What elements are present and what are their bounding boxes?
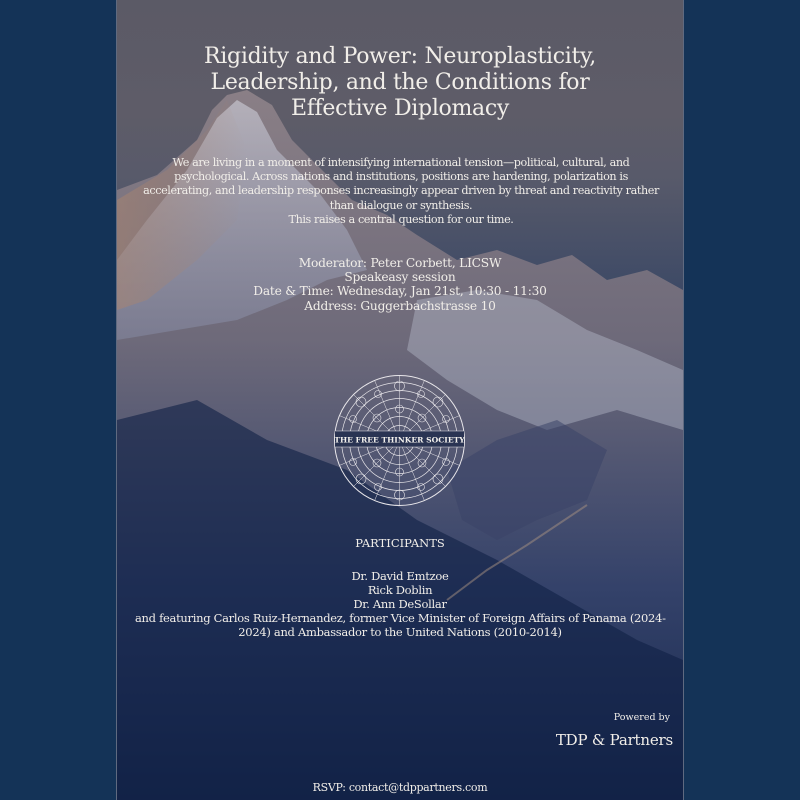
- featuring-line: 2024) and Ambassador to the United Nations (2010-2014): [238, 625, 562, 639]
- session-text: Speakeasy session: [344, 270, 456, 285]
- intro-line: This raises a central question for our time.: [288, 212, 514, 226]
- event-title-line: Rigidity and Power: Neuroplasticity,: [204, 44, 596, 69]
- participant-name: Dr. Ann DeSollar: [353, 597, 447, 611]
- poster-right-edge: [683, 0, 684, 800]
- free-thinker-society-logo: [333, 374, 466, 507]
- event-details: [117, 256, 683, 313]
- intro-line: than dialogue or synthesis.: [329, 198, 473, 212]
- intro-line: accelerating, and leadership responses increasingly appear driven by threat and reactivity rather: [143, 184, 659, 198]
- intro-line: psychological. Across nations and institutions, positions are hardening, polarization is: [174, 170, 628, 184]
- brand-name: TDP & Partners: [555, 731, 673, 749]
- datetime-text: Date & Time: Wednesday, Jan 21st, 10:30 - 11:30: [253, 284, 547, 299]
- moderator-text: Moderator: Peter Corbett, LICSW: [298, 256, 502, 270]
- participant-name: Dr. David Emtzoe: [351, 569, 449, 583]
- intro-line: We are living in a moment of intensifying international tension—political, cultural, and: [172, 156, 630, 169]
- participants-heading: PARTICIPANTS: [355, 536, 445, 550]
- participants-list: [135, 569, 665, 639]
- logo-label: THE FREE THINKER SOCIETY: [334, 435, 465, 445]
- featuring-line: and featuring Carlos Ruiz-Hernandez, former Vice Minister of Foreign Affairs of Panama (2024-: [135, 611, 666, 625]
- address-text: Address: Guggerbachstrasse 10: [304, 298, 496, 313]
- event-title: [117, 44, 683, 122]
- participant-name: Rick Doblin: [367, 583, 433, 597]
- event-poster: [117, 0, 683, 800]
- powered-by-label: Powered by: [613, 712, 670, 723]
- rsvp-contact[interactable]: RSVP: contact@tdppartners.com: [312, 781, 488, 794]
- event-title-line: Effective Diplomacy: [290, 96, 510, 121]
- event-title-line: Leadership, and the Conditions for: [210, 70, 590, 95]
- event-intro: [145, 156, 657, 227]
